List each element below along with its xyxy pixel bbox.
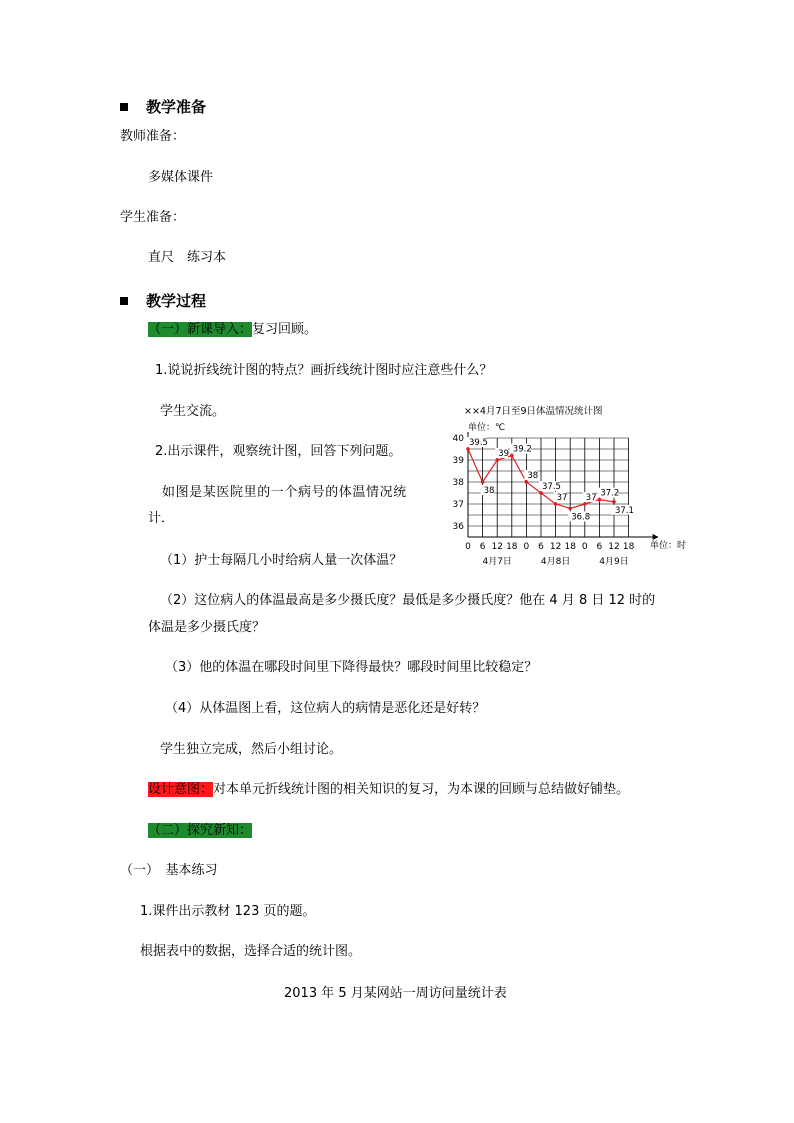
chart-x-tick-label: 12: [549, 542, 562, 552]
section-title: 教学准备: [146, 98, 207, 116]
chart-y-tick-label: 38: [452, 478, 464, 488]
student-prep-label: 学生准备：: [120, 210, 186, 225]
chart-data-label: 37.1: [615, 505, 634, 516]
chart-data-label: 37: [585, 493, 597, 503]
chart-x-tick-label: 0: [581, 542, 588, 552]
chart-y-tick-label: 40: [452, 434, 464, 444]
teacher-prep-label: 教师准备：: [120, 129, 186, 144]
part1-tag: （一）新课导入：: [148, 322, 253, 337]
chart-title: ××4月7日至9日体温情况统计图: [464, 406, 603, 417]
design-intent-line: [148, 782, 629, 798]
chart-x-tick-label: 18: [622, 542, 635, 552]
chart-x-ticks: [465, 542, 634, 552]
sub-question-2-line-1: （2）这位病人的体温最高是多少摄氏度？最低是多少摄氏度？他在 4 月 8 日 12 时的: [160, 593, 656, 608]
sub-question-4: （4）从体温图上看，这位病人的病情是恶化还是好转？: [165, 701, 486, 716]
chart-x-tick-label: 6: [479, 542, 486, 552]
section-heading-prep: [120, 98, 206, 116]
sub-question-2-line-2: 体温是多少摄氏度？: [148, 620, 266, 635]
design-intent-tag: 设计意图：: [148, 782, 214, 797]
chart-data-point: [481, 480, 485, 484]
chart-ylabel: 单位：℃: [468, 423, 506, 433]
chart-x-tick-label: 12: [491, 542, 503, 552]
question-2-desc-1: 如图是某医院里的一个病号的体温情况统: [162, 485, 407, 500]
chart-data-point: [612, 500, 616, 504]
teacher-prep-item: 多媒体课件: [148, 170, 214, 185]
chart-day-label: 4月7日: [482, 557, 512, 567]
chart-day-label: 4月8日: [540, 557, 571, 567]
chart-x-tick-label: 6: [538, 542, 544, 552]
chart-y-ticks: [453, 434, 465, 532]
part1-line: [148, 322, 317, 338]
sub-question-1: （1）护士每隔几小时给病人量一次体温？: [160, 553, 403, 568]
question-1: 1.说说折线统计图的特点？画折线统计图时应注意些什么？: [155, 363, 493, 378]
section-heading-process: [120, 292, 206, 310]
chart-xlabel: 单位：时: [650, 541, 687, 551]
student-prep-item: 直尺 练习本: [148, 250, 227, 265]
chart-x-tick-label: 12: [608, 542, 620, 552]
group-work: 学生独立完成，然后小组讨论。: [160, 742, 343, 757]
chart-y-tick-label: 39: [452, 456, 464, 466]
chart-data-label: 38: [483, 486, 495, 496]
chart-data-label: 39.5: [469, 438, 488, 448]
square-bullet-icon: [120, 297, 128, 305]
chart-data-label: 38: [527, 471, 539, 481]
chart-data-point: [568, 507, 572, 511]
square-bullet-icon: [120, 103, 128, 111]
chart-x-axis-arrow-icon: [653, 534, 659, 540]
part2-tag: （二）探究新知：: [148, 823, 253, 838]
chart-data-label: 37.2: [600, 488, 620, 499]
question-2: 2.出示课件，观察统计图，回答下列问题。: [155, 444, 402, 459]
chart-y-tick-label: 36: [452, 522, 464, 532]
question-1-answer: 学生交流。: [160, 404, 226, 419]
chart-series: [466, 437, 634, 522]
temperature-line-chart: [440, 400, 702, 572]
section-title: 教学过程: [146, 292, 207, 310]
chart-day-label: 4月9日: [599, 557, 629, 567]
chart-data-label: 39.2: [512, 444, 532, 455]
exercise-1: 1.课件出示教材 123 页的题。: [140, 904, 316, 919]
chart-x-tick-label: 18: [564, 542, 576, 552]
chart-x-tick-label: 6: [596, 542, 603, 552]
chart-data-label: 37.5: [542, 482, 561, 492]
question-2-desc-2: 计．: [148, 511, 175, 526]
chart-y-tick-label: 37: [452, 500, 464, 510]
table-title: 2013 年 5 月某网站一周访问量统计表: [284, 986, 507, 1001]
chart-x-tick-label: 0: [523, 542, 530, 552]
chart-x-tick-label: 18: [506, 542, 518, 552]
part1-text: 复习回顾。: [252, 322, 318, 337]
chart-day-labels: [482, 556, 628, 567]
sub-question-3: （3）他的体温在哪段时间里下降得最快？哪段时间里比较稳定？: [165, 660, 538, 675]
design-intent-text: 对本单元折线统计图的相关知识的复习，为本课的回顾与总结做好铺垫。: [213, 782, 630, 797]
chart-data-label: 39: [498, 449, 510, 459]
chart-x-tick-label: 0: [465, 542, 471, 552]
chart-data-label: 37: [556, 493, 568, 503]
part2-line: [148, 823, 252, 839]
basic-practice-heading: （一） 基本练习: [120, 863, 218, 878]
chart-data-label: 36.8: [571, 512, 591, 523]
exercise-1-desc: 根据表中的数据，选择合适的统计图。: [140, 944, 362, 959]
